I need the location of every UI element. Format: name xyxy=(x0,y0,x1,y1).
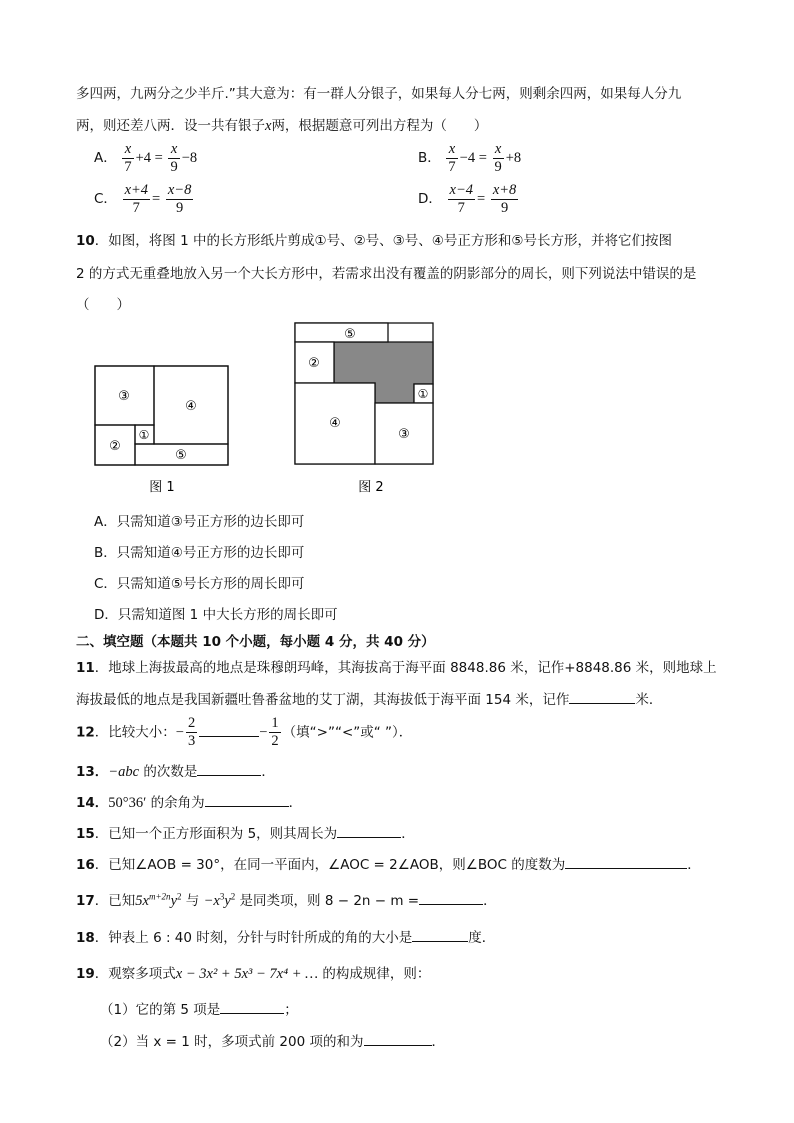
q10-option-d[interactable]: D．只需知道图 1 中大长方形的周长即可 xyxy=(94,607,338,623)
q10-option-a[interactable]: A．只需知道③号正方形的边长即可 xyxy=(94,514,305,530)
q9-option-b-label: B． xyxy=(418,149,441,166)
q19-sub2-text: （2）当 x = 1 时，多项式前 200 项的和为 xyxy=(100,1034,364,1050)
q12-num1: 2 xyxy=(187,715,196,731)
q9-d-rnum: x+8 xyxy=(492,182,517,198)
q9-d-mid: = xyxy=(477,190,486,207)
q19-sub1-answer-blank[interactable] xyxy=(220,1000,284,1014)
q17-tail: ． xyxy=(483,893,497,909)
fig2-label-2: ② xyxy=(308,356,320,371)
q16-line xyxy=(76,853,701,873)
fig1-label-5: ⑤ xyxy=(175,448,187,463)
q9-a-rden: 9 xyxy=(170,159,178,175)
figure-2 xyxy=(290,320,440,498)
q9-c-rden: 9 xyxy=(175,200,184,216)
q9-option-a[interactable] xyxy=(94,141,197,176)
q10-line3: （ ） xyxy=(76,297,130,313)
q18-line xyxy=(76,926,495,946)
q19-line xyxy=(76,962,430,983)
q9-var-x: x xyxy=(265,118,272,134)
q13-tail: ． xyxy=(261,764,275,780)
q15-text: ．已知一个正方形面积为 5，则其周长为 xyxy=(94,826,338,842)
q17-term2: −x xyxy=(203,893,220,909)
q12-num2: 1 xyxy=(271,715,279,731)
q9-option-d-label: D． xyxy=(418,190,442,207)
q14-tail: ． xyxy=(288,795,303,811)
q14-answer-blank[interactable] xyxy=(205,793,289,807)
q17-number: 17 xyxy=(76,893,95,909)
q15-line xyxy=(76,822,415,842)
q9-b-mid: −4 = xyxy=(459,149,487,166)
q16-tail: ． xyxy=(687,857,701,873)
q9-a-lnum: x xyxy=(122,141,133,159)
fig2-label-5: ⑤ xyxy=(344,327,356,342)
q9-b-rnum: x xyxy=(493,141,504,159)
q12-answer-blank[interactable] xyxy=(199,723,259,737)
q19-text-b: 的构成规律，则： xyxy=(318,966,431,982)
q17-text-c: 是同类项，则 8 − 2n − m = xyxy=(235,893,420,909)
q17-text-a: ．已知 xyxy=(94,893,136,909)
q19-sub1-tail: ； xyxy=(284,1002,298,1018)
q12-den1: 3 xyxy=(187,733,196,749)
q12-number: 12 xyxy=(76,724,95,741)
q10-number: 10 xyxy=(76,233,95,249)
fig2-label-4: ④ xyxy=(329,416,341,431)
figure-1 xyxy=(90,362,235,497)
q9-d-lden: 7 xyxy=(457,200,465,216)
q19-text-a: ．观察多项式 xyxy=(94,966,176,982)
q9-line2 xyxy=(76,114,487,135)
q17-term1-exp: m+2n xyxy=(148,891,171,902)
q9-c-mid: = xyxy=(152,190,161,207)
q10-option-c[interactable]: C．只需知道⑤号长方形的周长即可 xyxy=(94,576,305,592)
q16-number: 16 xyxy=(76,857,95,873)
q19-sub1 xyxy=(100,998,298,1018)
q9-b-lden: 7 xyxy=(448,159,456,175)
q14-expression: 50°36′ xyxy=(108,795,147,811)
fig2-label-1: ① xyxy=(417,387,429,401)
q10-line1 xyxy=(76,229,672,249)
q11-text2: 海拔最低的地点是我国新疆吐鲁番盆地的艾丁湖，其海拔低于海平面 154 米，记作 xyxy=(76,692,570,708)
q17-term1-y: y xyxy=(170,893,177,909)
q19-polynomial: x − 3x² + 5x³ − 7x⁴ + … xyxy=(175,966,319,982)
q12-line: 12．比较大小：− $\frac{2}{3}$ − $\frac{1}{2}$ （填“>”“<”或“ ”）． xyxy=(76,715,413,749)
q11-answer-blank[interactable] xyxy=(569,690,635,704)
q9-option-b[interactable] xyxy=(418,141,521,176)
q18-answer-blank[interactable] xyxy=(412,928,468,942)
q13-text: 的次数是 xyxy=(139,764,198,780)
q9-a-rnum: x xyxy=(168,141,179,159)
q14-number: 14 xyxy=(76,795,95,811)
q13-answer-blank[interactable] xyxy=(197,762,261,776)
q17-answer-blank[interactable] xyxy=(419,891,483,905)
q17-term1-base: 5x xyxy=(135,893,149,909)
q13-line: 13．−abc 的次数是 ． xyxy=(76,764,275,780)
q12-den2: 2 xyxy=(271,733,279,749)
q11-tail: 米． xyxy=(635,692,663,708)
q11-line1 xyxy=(76,656,717,676)
q17-term2-y: y xyxy=(224,893,231,909)
q9-line2-a: 两，则还差八两．设一共有银子 xyxy=(76,118,265,134)
q19-sub1-text: （1）它的第 5 项是 xyxy=(100,1002,221,1018)
q9-d-lnum: x−4 xyxy=(449,182,474,198)
q19-sub2 xyxy=(100,1030,445,1050)
q14-line: 14．50°36′ 的余角为 ． xyxy=(76,795,303,811)
fig2-rect-5 xyxy=(295,323,388,342)
q9-b-tail: +8 xyxy=(505,149,522,166)
q19-number: 19 xyxy=(76,966,95,982)
q14-text: 的余角为 xyxy=(146,795,205,811)
q10-text1: ．如图，将图 1 中的长方形纸片剪成①号、②号、③号、④号正方形和⑤号长方形，并将它们按图 xyxy=(94,233,672,249)
q13-number: 13 xyxy=(76,764,95,780)
q9-line1: 多四两，九两分之少半斤.”其大意为：有一群人分银子，如果每人分七两，则剩余四两，如果每人分九 xyxy=(76,86,682,102)
q15-tail: ． xyxy=(401,826,415,842)
q9-option-a-label: A． xyxy=(94,149,117,166)
fig1-label-1: ① xyxy=(138,428,150,442)
q9-d-rden: 9 xyxy=(500,200,509,216)
q9-option-c-label: C． xyxy=(94,190,117,207)
q17-text-b: 与 xyxy=(181,893,204,909)
q15-number: 15 xyxy=(76,826,95,842)
q19-sub2-answer-blank[interactable] xyxy=(364,1032,432,1046)
q16-answer-blank[interactable] xyxy=(565,855,687,869)
q11-number: 11 xyxy=(76,660,95,676)
q17-term2-yexp: 2 xyxy=(230,891,236,902)
q9-c-lden: 7 xyxy=(132,200,140,216)
q11-text1: ．地球上海拔最高的地点是珠穆朗玛峰，其海拔高于海平面 8848.86 米，记作+8848.86 米，则地球上 xyxy=(94,660,717,676)
fig2-label-3: ③ xyxy=(398,427,410,442)
q12-note: （填“>”“<”或“ ”）． xyxy=(282,724,413,741)
q19-sub2-tail: ． xyxy=(431,1034,445,1050)
q13-expression: −abc xyxy=(108,764,140,780)
q17-term2-exp: 3 xyxy=(219,891,225,902)
q9-a-mid: +4 = xyxy=(135,149,163,166)
q11-line2 xyxy=(76,688,662,708)
q18-number: 18 xyxy=(76,930,95,946)
q10-line2: 2 的方式无重叠地放入另一个大长方形中，若需求出没有覆盖的阴影部分的周长，则下列说法中错误的是 xyxy=(76,266,697,282)
q9-b-lnum: x xyxy=(446,141,457,159)
fig1-label-4: ④ xyxy=(185,399,197,414)
q18-text: ．钟表上 6 : 40 时刻，分针与时针所成的角的大小是 xyxy=(94,930,413,946)
fig1-label-2: ② xyxy=(109,439,121,454)
q12-text: ．比较大小： xyxy=(94,724,176,741)
q9-c-rnum: x−8 xyxy=(167,182,192,198)
fig1-label-3: ③ xyxy=(118,389,130,404)
q9-b-rden: 9 xyxy=(494,159,502,175)
q9-c-lnum: x+4 xyxy=(124,182,149,198)
q9-a-tail: −8 xyxy=(181,149,198,166)
q16-text: ．已知∠AOB = 30°，在同一平面内，∠AOC = 2∠AOB，则∠BOC 的度数为 xyxy=(94,857,566,873)
q9-line2-b: 两，根据题意可列出方程为（ ） xyxy=(271,118,488,134)
q15-answer-blank[interactable] xyxy=(337,824,401,838)
q17-line xyxy=(76,889,497,910)
fig2-caption: 图 2 xyxy=(358,480,384,495)
q18-tail: 度． xyxy=(468,930,496,946)
q17-term1-yexp: 2 xyxy=(177,891,182,902)
q9-option-d[interactable] xyxy=(418,182,520,217)
section-2-heading: 二、填空题（本题共 10 个小题，每小题 4 分，共 40 分） xyxy=(76,634,435,650)
fig1-caption: 图 1 xyxy=(149,480,175,495)
q10-option-b[interactable]: B．只需知道④号正方形的边长即可 xyxy=(94,545,305,561)
q9-a-lden: 7 xyxy=(124,159,132,175)
q9-option-c[interactable] xyxy=(94,182,195,217)
